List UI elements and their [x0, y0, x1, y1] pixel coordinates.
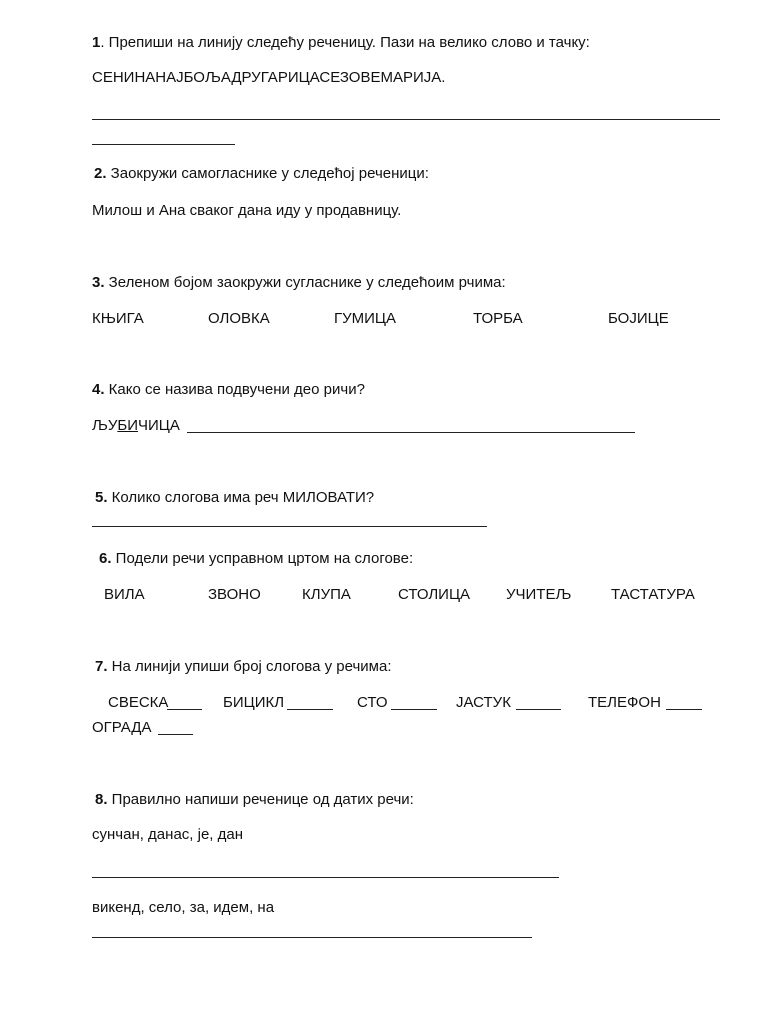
- q4-word: [92, 417, 180, 435]
- q7-answer-blank[interactable]: [391, 709, 437, 710]
- q5-answer-line[interactable]: [92, 526, 487, 527]
- q3-word: КЊИГА: [92, 310, 144, 327]
- q5-number: 5.: [95, 489, 108, 506]
- q7-answer-blank[interactable]: [158, 734, 193, 735]
- q8-word-set-1: сунчан, данас, је, дан: [92, 826, 244, 843]
- q4-number: 4.: [92, 381, 105, 398]
- q6-word: ВИЛА: [104, 586, 145, 603]
- q7-word: СТО: [357, 694, 388, 711]
- q1-number: 1: [92, 34, 101, 51]
- q8-instruction: [95, 791, 414, 809]
- q6-word: УЧИТЕЉ: [506, 586, 572, 603]
- q6-word: ЗВОНО: [208, 586, 261, 603]
- q6-text: Подели речи усправном цртом на слогове:: [111, 550, 414, 567]
- q7-word: ТЕЛЕФОН: [588, 694, 661, 711]
- q7-answer-blank[interactable]: [666, 709, 702, 710]
- q7-answer-blank[interactable]: [287, 709, 333, 710]
- q1-sentence: СЕНИНАНАЈБОЉАДРУГАРИЦАСЕЗОВЕМАРИЈА.: [92, 69, 446, 86]
- q4-instruction: [92, 381, 365, 399]
- q8-answer-line-1[interactable]: [92, 877, 559, 878]
- q7-text: На линији упиши број слогова у речима:: [107, 658, 392, 675]
- q1-answer-line-1[interactable]: [92, 119, 720, 120]
- q3-number: 3.: [92, 274, 105, 291]
- q8-word-set-2: викенд, село, за, идем, на: [92, 899, 275, 916]
- q2-sentence: Милош и Ана сваког дана иду у продавницу.: [92, 202, 402, 219]
- q3-word: БОЈИЦЕ: [608, 310, 669, 327]
- q5-instruction: [95, 489, 374, 507]
- q6-word: ТАСТАТУРА: [611, 586, 695, 603]
- q4-text: Како се назива подвучени део ричи?: [104, 381, 365, 398]
- q5-text: Колико слогова има реч МИЛОВАТИ?: [107, 489, 375, 506]
- q7-number: 7.: [95, 658, 108, 675]
- q8-answer-line-2[interactable]: [92, 937, 532, 938]
- q3-word: ГУМИЦА: [334, 310, 397, 327]
- q6-word: КЛУПА: [302, 586, 351, 603]
- q2-instruction: [94, 165, 429, 183]
- q3-word: ОЛОВКА: [208, 310, 270, 327]
- q3-text: Зеленом бојом заокружи сугласнике у следећоим рчима:: [104, 274, 506, 291]
- q3-instruction: [92, 274, 506, 292]
- q1-text: . Препиши на линију следећу реченицу. Пази на велико слово и тачку:: [100, 34, 590, 51]
- q7-answer-blank[interactable]: [167, 709, 202, 710]
- q8-text: Правилно напиши реченице од датих речи:: [107, 791, 414, 808]
- q4-word-start: ЉУ: [92, 417, 118, 434]
- q7-instruction: [95, 658, 391, 676]
- q6-number: 6.: [99, 550, 112, 567]
- q7-word: ОГРАДА: [92, 719, 152, 736]
- q7-word: ЈАСТУК: [456, 694, 511, 711]
- q6-instruction: [99, 550, 413, 568]
- q1-answer-line-2[interactable]: [92, 144, 235, 145]
- q7-answer-blank[interactable]: [516, 709, 561, 710]
- q7-word: БИЦИКЛ: [223, 694, 285, 711]
- q2-number: 2.: [94, 165, 107, 182]
- q3-word: ТОРБА: [473, 310, 523, 327]
- q2-text: Заокружи самогласнике у следећој реченици:: [106, 165, 429, 182]
- q4-answer-line[interactable]: [187, 432, 635, 433]
- q8-number: 8.: [95, 791, 108, 808]
- q6-word: СТОЛИЦА: [398, 586, 471, 603]
- q4-word-end: ЧИЦА: [138, 417, 180, 434]
- q7-word: СВЕСКА: [108, 694, 169, 711]
- q1-instruction: [92, 34, 590, 52]
- q4-word-underlined-part: БИ: [117, 417, 139, 434]
